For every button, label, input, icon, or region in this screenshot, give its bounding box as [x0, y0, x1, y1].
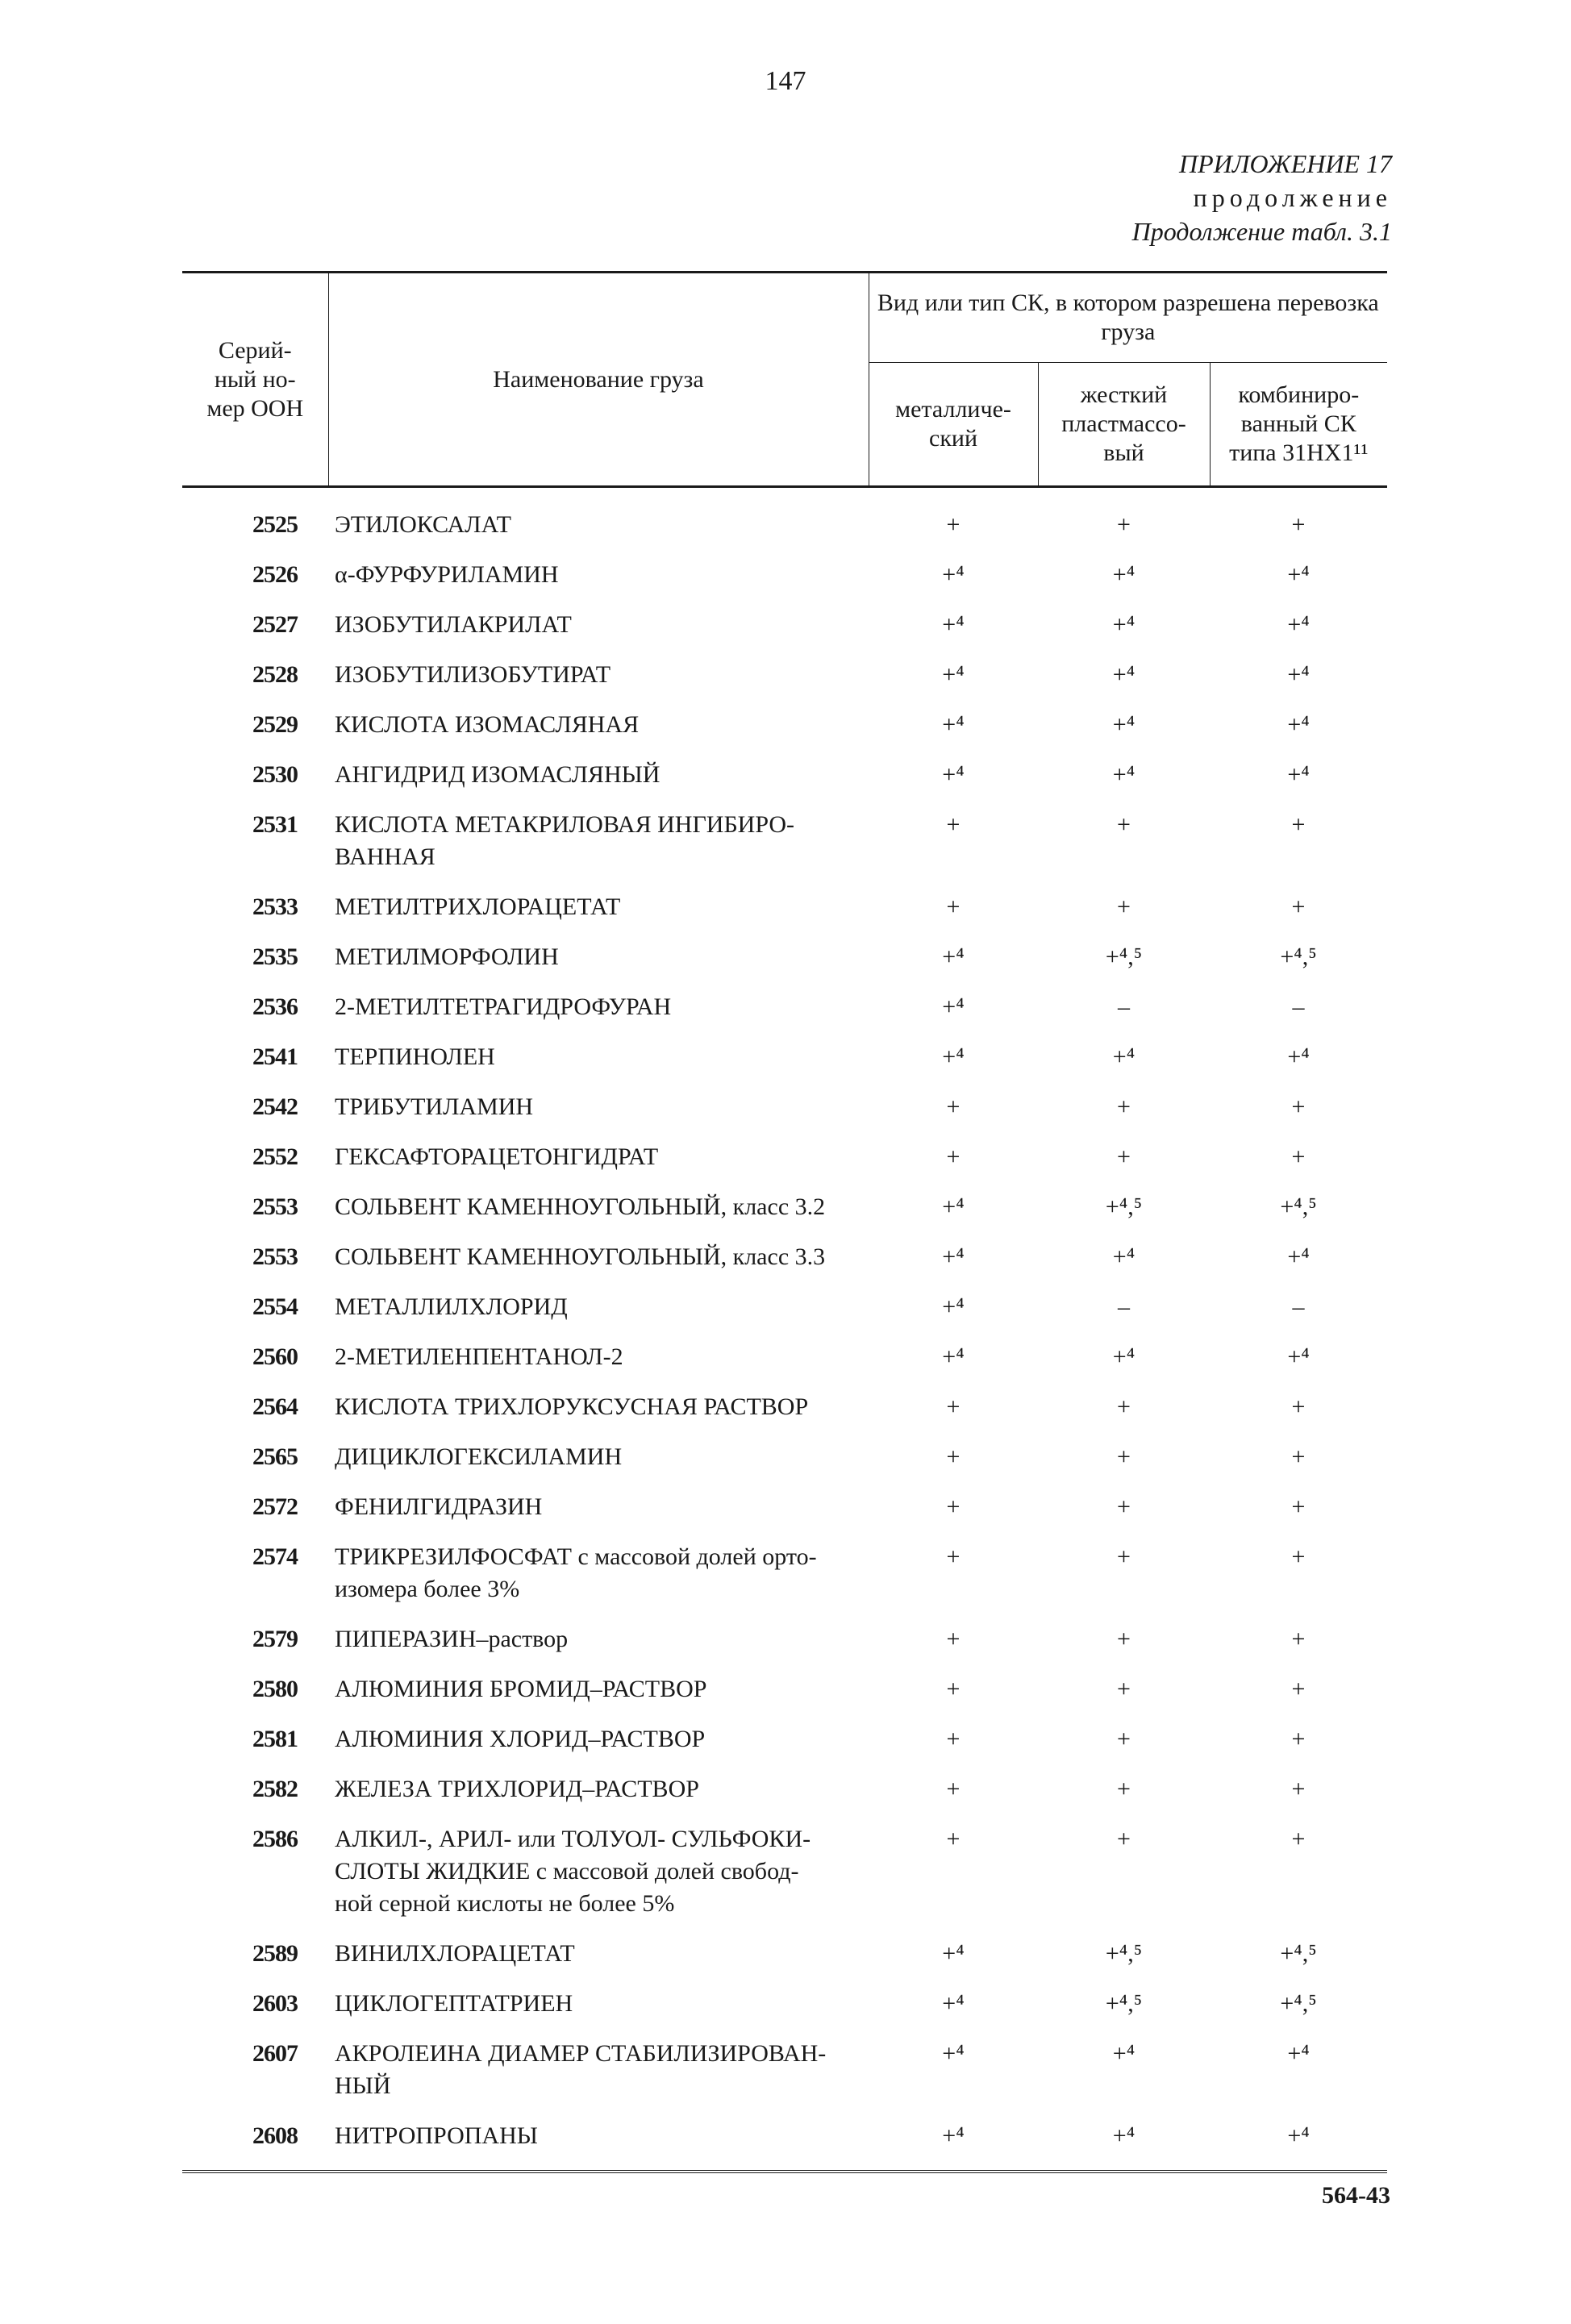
cargo-name-cell: АЛЮМИНИЯ БРОМИД–РАСТВОР	[335, 1676, 707, 1702]
rigid-plastic-mark-cell: +	[1117, 1826, 1131, 1852]
composite-mark-cell: –	[1292, 993, 1305, 1020]
table-row	[182, 1283, 1387, 1333]
table-row	[182, 1033, 1387, 1083]
rigid-plastic-mark-cell: +⁴	[1112, 561, 1136, 588]
metal-mark-cell: +⁴	[942, 561, 965, 588]
cargo-name-cell: ФЕНИЛГИДРАЗИН	[335, 1493, 543, 1520]
rigid-plastic-mark-cell: +⁴	[1112, 1343, 1136, 1370]
un-number-cell: 2579	[252, 1626, 298, 1652]
table-row	[182, 1133, 1387, 1183]
metal-mark-cell: +⁴	[942, 711, 965, 738]
rigid-plastic-mark-cell: +	[1117, 1393, 1131, 1420]
composite-mark-cell: +⁴	[1287, 1343, 1310, 1370]
un-number-cell: 2586	[252, 1826, 298, 1852]
rigid-plastic-mark-cell: +⁴,⁵	[1105, 1990, 1143, 2017]
table-row	[182, 2112, 1387, 2172]
metal-mark-cell: +⁴	[942, 943, 965, 970]
composite-mark-cell: +	[1291, 1676, 1306, 1702]
rigid-plastic-mark-cell: +⁴	[1112, 761, 1136, 788]
cargo-name-cell: НИТРОПРОПАНЫ	[328, 2112, 869, 2172]
composite-mark-cell: +	[1291, 1443, 1306, 1470]
cargo-name-cell: КИСЛОТА МЕТАКРИЛОВАЯ ИНГИБИРО- ВАННАЯ	[335, 811, 795, 870]
composite-mark-cell: +	[1291, 1493, 1306, 1520]
table-row	[182, 701, 1387, 751]
metal-mark-cell: +⁴	[942, 1343, 965, 1370]
table-row	[182, 1233, 1387, 1283]
metal-mark-cell: +⁴	[942, 1293, 965, 1320]
cargo-name-cell: МЕТИЛМОРФОЛИН	[335, 943, 559, 970]
rigid-plastic-mark-cell: +	[1117, 893, 1131, 920]
column-header-cargo-name: Наименование груза	[328, 273, 869, 487]
table-row	[182, 1083, 1387, 1133]
rigid-plastic-mark-cell: +⁴	[1112, 2040, 1136, 2067]
metal-mark-cell: +	[946, 1826, 961, 1852]
un-number-cell: 2581	[252, 1726, 298, 1752]
metal-mark-cell: +⁴	[942, 661, 965, 688]
cargo-name-cell: α-ФУРФУРИЛАМИН	[335, 561, 559, 588]
metal-mark-cell: +	[946, 511, 961, 538]
un-number-cell: 2603	[252, 1990, 298, 2017]
composite-mark-cell: +⁴,⁵	[1280, 1940, 1317, 1967]
rigid-plastic-mark-cell: +	[1117, 511, 1131, 538]
cargo-name-cell: ИЗОБУТИЛАКРИЛАТ	[335, 611, 572, 638]
composite-mark-cell: +	[1291, 811, 1306, 838]
cargo-name-cell: АЛКИЛ-, АРИЛ- или ТОЛУОЛ- СУЛЬФОКИ- СЛОТЫ ЖИДКИЕ с массовой долей свобод- ной серной кислоты не более 5%	[335, 1826, 811, 1917]
metal-mark-cell: +	[946, 1776, 961, 1802]
appendix-header	[1132, 147, 1392, 248]
composite-mark-cell: +⁴	[1287, 561, 1310, 588]
un-number-cell: 2529	[252, 711, 298, 738]
metal-mark-cell: +⁴	[942, 761, 965, 788]
table-row	[182, 1183, 1387, 1233]
un-number-cell: 2574	[252, 1543, 298, 1570]
un-number-cell: 2607	[252, 2040, 298, 2067]
table-row	[182, 1483, 1387, 1533]
cargo-name-cell: ТРИБУТИЛАМИН	[335, 1093, 534, 1120]
column-header-metal: металличе- ский	[869, 363, 1038, 487]
metal-mark-cell: +⁴	[942, 611, 965, 638]
composite-mark-cell: +⁴	[1287, 1043, 1310, 1070]
table-row	[182, 601, 1387, 651]
metal-mark-cell: +	[946, 1726, 961, 1752]
appendix-title: ПРИЛОЖЕНИЕ 17	[1179, 149, 1392, 178]
rigid-plastic-mark-cell: +	[1117, 1443, 1131, 1470]
column-header-composite: комбиниро- ванный СК типа 31HX1¹¹	[1210, 363, 1387, 487]
composite-mark-cell: +	[1291, 1093, 1306, 1120]
composite-mark-cell: +⁴,⁵	[1280, 943, 1317, 970]
metal-mark-cell: +	[946, 893, 961, 920]
metal-mark-cell: +	[946, 1143, 961, 1170]
composite-mark-cell: +⁴	[1287, 1243, 1310, 1270]
cargo-table	[182, 271, 1387, 2173]
metal-mark-cell: +⁴	[942, 1193, 965, 1220]
un-number-cell: 2528	[252, 661, 298, 688]
rigid-plastic-mark-cell: +⁴	[1038, 2112, 1210, 2172]
cargo-name-cell: ГЕКСАФТОРАЦЕТОНГИДРАТ	[335, 1143, 659, 1170]
metal-mark-cell: +	[946, 1543, 961, 1570]
cargo-name-cell: МЕТИЛТРИХЛОРАЦЕТАТ	[335, 893, 621, 920]
cargo-name-cell: АКРОЛЕИНА ДИАМЕР СТАБИЛИЗИРОВАН- НЫЙ	[335, 2040, 827, 2099]
metal-mark-cell: +⁴	[942, 1043, 965, 1070]
cargo-name-cell: ВИНИЛХЛОРАЦЕТАТ	[335, 1940, 575, 1967]
cargo-name-cell: МЕТАЛЛИЛХЛОРИД	[335, 1293, 568, 1320]
metal-mark-cell: +	[946, 1393, 961, 1420]
composite-mark-cell: +⁴	[1210, 2112, 1387, 2172]
un-number-cell: 2542	[252, 1093, 298, 1120]
composite-mark-cell: +⁴	[1287, 761, 1310, 788]
un-number-cell: 2554	[252, 1293, 298, 1320]
rigid-plastic-mark-cell: +	[1117, 1726, 1131, 1752]
metal-mark-cell: +	[946, 1626, 961, 1652]
rigid-plastic-mark-cell: +	[1117, 1143, 1131, 1170]
composite-mark-cell: +⁴,⁵	[1280, 1193, 1317, 1220]
un-number-cell: 2560	[252, 1343, 298, 1370]
un-number-cell: 2531	[252, 811, 298, 838]
rigid-plastic-mark-cell: +	[1117, 811, 1131, 838]
column-header-un-number: Серий- ный но- мер ООН	[182, 273, 328, 487]
un-number-cell: 2533	[252, 893, 298, 920]
appendix-continuation: продолжение	[1193, 183, 1392, 212]
composite-mark-cell: +	[1291, 1393, 1306, 1420]
cargo-name-cell: ЦИКЛОГЕПТАТРИЕН	[335, 1990, 573, 2017]
cargo-name-cell: АЛЮМИНИЯ ХЛОРИД–РАСТВОР	[335, 1726, 706, 1752]
rigid-plastic-mark-cell: +	[1117, 1776, 1131, 1802]
rigid-plastic-mark-cell: +⁴	[1112, 661, 1136, 688]
table-row	[182, 801, 1387, 883]
un-number-cell: 2572	[252, 1493, 298, 1520]
rigid-plastic-mark-cell: +⁴,⁵	[1105, 1940, 1143, 1967]
un-number-cell: 2553	[252, 1243, 298, 1270]
table-body	[182, 487, 1387, 2172]
rigid-plastic-mark-cell: +⁴	[1112, 1043, 1136, 1070]
cargo-name-cell: ТЕРПИНОЛЕН	[335, 1043, 495, 1070]
table-row	[182, 551, 1387, 601]
cargo-name-cell: ДИЦИКЛОГЕКСИЛАМИН	[335, 1443, 623, 1470]
un-number-cell: 2526	[252, 561, 298, 588]
cargo-name-cell: АНГИДРИД ИЗОМАСЛЯНЫЙ	[335, 761, 660, 788]
metal-mark-cell: +⁴	[942, 1940, 965, 1967]
cargo-name-cell: ТРИКРЕЗИЛФОСФАТ с массовой долей орто- изомера более 3%	[335, 1543, 817, 1602]
table-row	[182, 1765, 1387, 1815]
un-number-cell: 2608	[182, 2112, 328, 2172]
table-header	[182, 273, 1387, 487]
composite-mark-cell: +	[1291, 511, 1306, 538]
rigid-plastic-mark-cell: +	[1117, 1543, 1131, 1570]
metal-mark-cell: +	[946, 1093, 961, 1120]
table-reference: Продолжение табл. 3.1	[1131, 217, 1392, 246]
un-number-cell: 2552	[252, 1143, 298, 1170]
metal-mark-cell: +	[946, 1493, 961, 1520]
cargo-name-cell: СОЛЬВЕНТ КАМЕННОУГОЛЬНЫЙ, класс 3.3	[335, 1243, 826, 1270]
composite-mark-cell: +⁴	[1287, 711, 1310, 738]
metal-mark-cell: +⁴	[942, 1243, 965, 1270]
rigid-plastic-mark-cell: +⁴	[1112, 711, 1136, 738]
table-row	[182, 1815, 1387, 1930]
rigid-plastic-mark-cell: +⁴	[1112, 1243, 1136, 1270]
composite-mark-cell: +	[1291, 1726, 1306, 1752]
cargo-name-cell: ЖЕЛЕЗА ТРИХЛОРИД–РАСТВОР	[335, 1776, 699, 1802]
table-row	[182, 1383, 1387, 1433]
footer-code: 564-43	[1322, 2182, 1390, 2209]
table-row	[182, 1615, 1387, 1665]
composite-mark-cell: +	[1291, 893, 1306, 920]
table-row	[182, 1715, 1387, 1765]
un-number-cell: 2541	[252, 1043, 298, 1070]
table-row	[182, 1333, 1387, 1383]
cargo-name-cell: 2-МЕТИЛТЕТРАГИДРОФУРАН	[335, 993, 672, 1020]
rigid-plastic-mark-cell: –	[1118, 1293, 1130, 1320]
metal-mark-cell: +	[946, 811, 961, 838]
table-row	[182, 487, 1387, 552]
un-number-cell: 2527	[252, 611, 298, 638]
un-number-cell: 2580	[252, 1676, 298, 1702]
rigid-plastic-mark-cell: –	[1118, 993, 1130, 1020]
cargo-name-cell: КИСЛОТА ТРИХЛОРУКСУСНАЯ РАСТВОР	[335, 1393, 809, 1420]
un-number-cell: 2536	[252, 993, 298, 1020]
un-number-cell: 2525	[252, 511, 298, 538]
composite-mark-cell: +	[1291, 1826, 1306, 1852]
metal-mark-cell: +⁴	[942, 1990, 965, 2017]
composite-mark-cell: +⁴	[1287, 661, 1310, 688]
composite-mark-cell: +	[1291, 1626, 1306, 1652]
cargo-name-cell: СОЛЬВЕНТ КАМЕННОУГОЛЬНЫЙ, класс 3.2	[335, 1193, 826, 1220]
un-number-cell: 2582	[252, 1776, 298, 1802]
metal-mark-cell: +⁴	[942, 2040, 965, 2067]
composite-mark-cell: +⁴	[1287, 611, 1310, 638]
table-row	[182, 1433, 1387, 1483]
rigid-plastic-mark-cell: +⁴	[1112, 611, 1136, 638]
metal-mark-cell: +⁴	[942, 993, 965, 1020]
un-number-cell: 2553	[252, 1193, 298, 1220]
composite-mark-cell: +	[1291, 1776, 1306, 1802]
cargo-name-cell: ИЗОБУТИЛИЗОБУТИРАТ	[335, 661, 611, 688]
column-header-container-kind: Вид или тип СК, в котором разрешена перевозка груза	[869, 273, 1387, 363]
rigid-plastic-mark-cell: +⁴,⁵	[1105, 1193, 1143, 1220]
table-row	[182, 983, 1387, 1033]
metal-mark-cell: +⁴	[869, 2112, 1038, 2172]
composite-mark-cell: +⁴	[1287, 2040, 1310, 2067]
un-number-cell: 2564	[252, 1393, 298, 1420]
rigid-plastic-mark-cell: +	[1117, 1676, 1131, 1702]
composite-mark-cell: +	[1291, 1143, 1306, 1170]
column-header-rigid-plastic: жесткий пластмассо- вый	[1038, 363, 1210, 487]
rigid-plastic-mark-cell: +	[1117, 1493, 1131, 1520]
composite-mark-cell: +	[1291, 1543, 1306, 1570]
table-row	[182, 1930, 1387, 1980]
page-number: 147	[765, 66, 806, 96]
table-row	[182, 1533, 1387, 1615]
un-number-cell: 2530	[252, 761, 298, 788]
table-row	[182, 1665, 1387, 1715]
table-row	[182, 751, 1387, 801]
composite-mark-cell: –	[1292, 1293, 1305, 1320]
metal-mark-cell: +	[946, 1443, 961, 1470]
cargo-name-cell: КИСЛОТА ИЗОМАСЛЯНАЯ	[335, 711, 640, 738]
table-row	[182, 1980, 1387, 2030]
cargo-name-cell: ЭТИЛОКСАЛАТ	[335, 511, 511, 538]
un-number-cell: 2565	[252, 1443, 298, 1470]
metal-mark-cell: +	[946, 1676, 961, 1702]
un-number-cell: 2589	[252, 1940, 298, 1967]
cargo-name-cell: 2-МЕТИЛЕНПЕНТАНОЛ-2	[335, 1343, 623, 1370]
cargo-name-cell: ПИПЕРАЗИН–раствор	[335, 1626, 569, 1652]
table-row	[182, 2030, 1387, 2112]
table-row	[182, 883, 1387, 933]
rigid-plastic-mark-cell: +	[1117, 1626, 1131, 1652]
table-row	[182, 933, 1387, 983]
composite-mark-cell: +⁴,⁵	[1280, 1990, 1317, 2017]
rigid-plastic-mark-cell: +⁴,⁵	[1105, 943, 1143, 970]
rigid-plastic-mark-cell: +	[1117, 1093, 1131, 1120]
un-number-cell: 2535	[252, 943, 298, 970]
table-row	[182, 651, 1387, 701]
